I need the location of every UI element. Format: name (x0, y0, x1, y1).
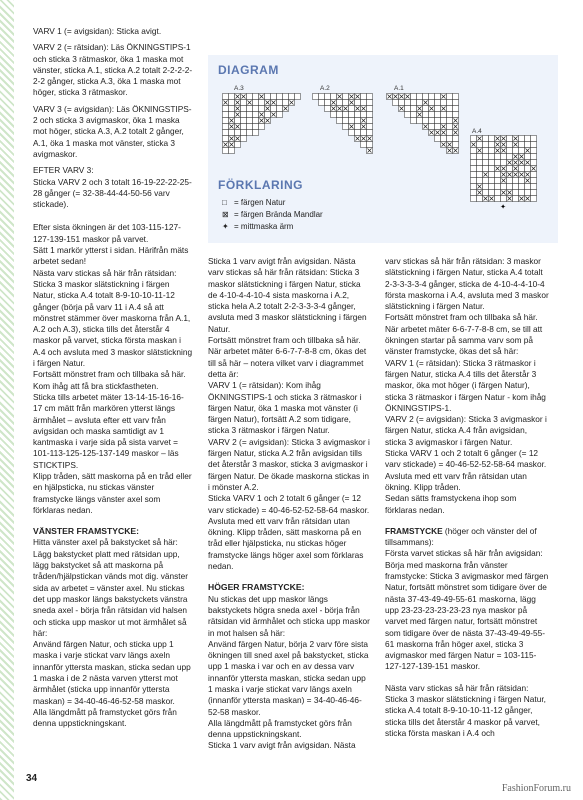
chart-cell (501, 160, 507, 166)
chart-cell (531, 142, 537, 148)
chart-cell (435, 118, 441, 124)
heading-bold: FRAMSTYCKE (385, 525, 443, 536)
chart-cell (423, 106, 429, 112)
paragraph: VARV 2 (= rätsidan): Läs ÖKNINGSTIPS-1 och sticka 3 rätmaskor, öka 1 maska mot vänster, sticka A.1, sticka A.2 totalt 2-2-2-2-2-2 gånger, sticka A.3, öka 1 maska mot höger, sticka 3 rätmaskor. (33, 42, 193, 98)
chart-cell (417, 118, 423, 124)
chart-cell (441, 118, 447, 124)
chart-cell (223, 124, 229, 130)
chart-cell (411, 94, 417, 100)
chart-cell (229, 112, 235, 118)
chart-cell (411, 118, 417, 124)
chart-cell (223, 130, 229, 136)
chart-cell (367, 118, 373, 124)
chart-cell (429, 94, 435, 100)
chart-label-a3: A.3 (234, 85, 244, 92)
chart-cell (525, 136, 531, 142)
page-number: 34 (26, 773, 38, 784)
chart-cell (429, 124, 435, 130)
paragraph: VARV 2 (= avigsidan): Sticka 3 avigmaskor i färgen Natur, sticka A.4 från avigsidan, sticka 3 avigmaskor i färgen Natur. (385, 414, 547, 447)
chart-cell (519, 166, 525, 172)
chart-cell (489, 190, 495, 196)
paragraph: VARV 1 (= rätsidan): Sticka 3 rätmaskor i färgen Natur, sticka A.4 tills det återstår 3 maskor, öka mot höger (i färgen Natur), sticka 3 rätmaskor i färgen Natur - kom ihåg ÖKNINGSTIPS-1. (385, 357, 546, 413)
paragraph: Sticka VARV 1 och 2 totalt 6 gånger (= 12 varv stickade) = 40-46-52-52-58-64 maskor. Avsluta med ett varv från rätsidan utan ökning. Klipp tråden, sätt maskorna på en tråd eller hjälpsticka, nu stickas höger framstycke längs höger axel som förklaras nedan. (208, 493, 370, 572)
chart-cell (367, 142, 373, 148)
paragraph: Nu stickas det upp maskor längs bakstyckets högra sneda axel - börja från rätsidan vid ärmhålet och sticka upp maskor in mot halsen så här: (208, 593, 370, 638)
chart-cell (343, 112, 349, 118)
paragraph: Alla längdmått på framstycket görs från denna uppstickningskant. (208, 717, 352, 740)
chart-cell (229, 94, 235, 100)
chart-cell (507, 154, 513, 160)
chart-a3-grid (222, 93, 304, 157)
chart-cell (343, 118, 349, 124)
chart-cell (259, 100, 265, 106)
paragraph: Nästa varv stickas så här från rätsidan: Sticka 3 maskor slätstickning i färgen Natur, sticka A.4 totalt 8-9-10-10-11-12 gånger, sticka tills det återstår 4 maskor på varvet, sticka första maskan i A.4 och (385, 682, 546, 738)
chart-cell (247, 106, 253, 112)
chart-cell (435, 94, 441, 100)
empty-square-icon: □ (222, 198, 227, 207)
chart-cell (483, 142, 489, 148)
chart-cell (283, 100, 289, 106)
chart-cell (319, 100, 325, 106)
chart-cell (495, 178, 501, 184)
chart-cell (447, 136, 453, 142)
chart-cell (519, 190, 525, 196)
chart-cell (477, 178, 483, 184)
chart-cell (265, 112, 271, 118)
chart-cell (531, 178, 537, 184)
paragraph: Sätt 1 markör ytterst i sidan. Härifrån mäts arbetet sedan! (33, 245, 189, 267)
chart-cell (453, 112, 459, 118)
chart-cell (405, 112, 411, 118)
chart-cell (531, 154, 537, 160)
chart-cell (349, 118, 355, 124)
chart-cell (495, 196, 501, 202)
legend-text: = färgen Natur (234, 198, 286, 207)
paragraph: VARV 1 (= avigsidan): Sticka avigt. (33, 26, 162, 36)
chart-cell (247, 130, 253, 136)
paragraph: Alla längdmått på framstycket görs från denna uppstickningskant. (33, 706, 177, 729)
chart-cell (247, 124, 253, 130)
chart-cell (483, 184, 489, 190)
chart-cell (471, 136, 477, 142)
chart-cell (367, 106, 373, 112)
chart-cell (241, 124, 247, 130)
chart-cell (259, 106, 265, 112)
chart-cell (349, 106, 355, 112)
chart-cell (229, 148, 235, 154)
paragraph: Fortsätt mönstret fram och tillbaka så här. När arbetet mäter 6-6-7-7-8-8 cm, ökas det till så här – notera vilket varv i diagrammet detta är: (208, 335, 367, 379)
chart-cell (447, 112, 453, 118)
paragraph: Fortsätt mönstret fram och tillbaka så här. Kom ihåg att få bra stickfastheten. (33, 369, 186, 391)
chart-cell (453, 142, 459, 148)
chart-cell (483, 154, 489, 160)
chart-cell (393, 100, 399, 106)
chart-cell (235, 130, 241, 136)
chart-cell (471, 154, 477, 160)
chart-cell (507, 166, 513, 172)
chart-cell (223, 118, 229, 124)
chart-cell (271, 106, 277, 112)
chart-cell (423, 112, 429, 118)
chart-cell (489, 160, 495, 166)
chart-cell (343, 124, 349, 130)
chart-cell (313, 94, 319, 100)
chart-cell (477, 154, 483, 160)
chart-cell (489, 142, 495, 148)
chart-cell (223, 106, 229, 112)
chart-cell (429, 112, 435, 118)
chart-cell (361, 112, 367, 118)
chart-cell (519, 142, 525, 148)
paragraph: Sticka 1 varv avigt från avigsidan. Nästa (208, 740, 356, 751)
paragraph: Klipp tråden, sätt maskorna på en tråd eller en hjälpsticka, nu stickas vänster framstycke längs vänster axel som förklaras nedan. (33, 470, 192, 515)
chart-cell (229, 106, 235, 112)
chart-cell (531, 196, 537, 202)
chart-cell (531, 184, 537, 190)
chart-label-a2: A.2 (320, 85, 330, 92)
chart-cell (531, 190, 537, 196)
chart-cell (423, 94, 429, 100)
paragraph: Nästa varv stickas så här från rätsidan: Sticka 3 maskor slätstickning i färgen Natur, sticka A.4 totalt 8-9-10-10-11-12 gånger (börja på varv 11 i A.4 så att mönstret stämmer över maskorna från A.1, A.2 och A.3), sticka tills det återstår 4 maskor på varvet, sticka första maskan i A.4 och avsluta med 3 maskor slätstickning i färgen Natur. (33, 267, 193, 369)
chart-cell (337, 112, 343, 118)
chart-cell (453, 136, 459, 142)
chart-cell (367, 124, 373, 130)
chart-cell (343, 100, 349, 106)
chart-cell (441, 112, 447, 118)
chart-cell (343, 94, 349, 100)
chart-cell (247, 94, 253, 100)
chart-cell (507, 142, 513, 148)
chart-cell (331, 112, 337, 118)
chart-cell (477, 166, 483, 172)
chart-cell (447, 118, 453, 124)
diagram-title: DIAGRAM (218, 63, 279, 77)
chart-cell (489, 172, 495, 178)
chart-cell (453, 106, 459, 112)
chart-cell (489, 184, 495, 190)
chart-cell (447, 124, 453, 130)
chart-cell (477, 196, 483, 202)
legend-text: = mittmaska ärm (234, 222, 294, 231)
chart-cell (525, 166, 531, 172)
chart-cell (405, 100, 411, 106)
chart-a1-grid (386, 93, 464, 157)
star-icon: ✦ (500, 204, 506, 211)
chart-cell (489, 178, 495, 184)
chart-cell (361, 130, 367, 136)
chart-cell (519, 148, 525, 154)
chart-cell (361, 100, 367, 106)
paragraph: Fortsätt mönstret fram och tillbaka så här. När arbetet mäter 6-6-7-7-8-8 cm, se till att ökningen startar på samma varv som på vänster framstycke, ökas det så här: (385, 312, 543, 357)
chart-cell (531, 136, 537, 142)
chart-cell (507, 136, 513, 142)
chart-cell (525, 142, 531, 148)
paragraph: Hitta vänster axel på bakstycket så här: Lägg bakstycket platt med rätsidan upp, lägg bakstycket så att maskorna på tråden/hjälpstickan vänds mot dig. vänster sida av arbetet = vänster axel. Nu stickas det upp maskor längs bakstyckets vänstra sneda axel - börja från rätsidan vid halsen och sticka upp maskor ut mot ärmhålet så här: (33, 537, 188, 638)
paragraph: Sticka VARV 1 och 2 totalt 6 gånger (= 12 varv stickade) = 40-46-52-52-58-64 maskor. Avsluta med ett varv från rätsidan utan ökning. Klipp tråden. (385, 448, 547, 492)
watermark: FashionForum.ru (501, 783, 571, 794)
chart-cell (411, 112, 417, 118)
chart-cell (453, 94, 459, 100)
chart-cell (435, 136, 441, 142)
chart-cell (223, 94, 229, 100)
chart-cell (229, 130, 235, 136)
legend-item (222, 210, 323, 219)
chart-cell (531, 160, 537, 166)
chart-cell (349, 112, 355, 118)
chart-cell (447, 94, 453, 100)
chart-cell (253, 100, 259, 106)
chart-cell (337, 118, 343, 124)
chart-cell (253, 130, 259, 136)
chart-cell (423, 118, 429, 124)
chart-cell (277, 106, 283, 112)
paragraph: Första varvet stickas så här från avigsidan: Börja med maskorna från vänster framstycke: Sticka 3 avigmaskor med färgen Natur, fortsätt mönstret som tidigare över de nästa 37-43-49-49-55-61 maskorna, lägg upp 23-23-23-23-23-23 nya maskor på varvet med färgen natur, fortsätt mönstret som tidigare över de nästa 37-43-49-49-55-61 maskorna från höger axel, sticka 3 avigmaskor med färgen Natur = 103-115-127-127-139-151 maskor. (385, 548, 549, 672)
text-column-1 (33, 26, 193, 735)
chart-cell (471, 166, 477, 172)
chart-cell (435, 106, 441, 112)
decorative-margin-strip (0, 0, 14, 800)
chart-cell (253, 124, 259, 130)
chart-cell (525, 184, 531, 190)
diagram-panel (208, 55, 558, 243)
chart-cell (495, 172, 501, 178)
chart-cell (355, 124, 361, 130)
chart-cell (513, 184, 519, 190)
chart-cell (471, 172, 477, 178)
chart-cell (235, 142, 241, 148)
chart-label-a1: A.1 (394, 85, 404, 92)
chart-cell (405, 106, 411, 112)
chart-cell (471, 190, 477, 196)
legend-text: = färgen Brända Mandlar (234, 210, 323, 219)
chart-cell (355, 130, 361, 136)
chart-cell (471, 148, 477, 154)
chart-cell (477, 160, 483, 166)
chart-cell (241, 100, 247, 106)
chart-cell (223, 136, 229, 142)
paragraph: Sticka VARV 2 och 3 totalt 16-19-22-22-25-28 gånger (= 32-38-44-44-50-56 varv stickade). (33, 176, 192, 210)
chart-cell (513, 178, 519, 184)
chart-cell (495, 160, 501, 166)
legend-item (222, 198, 285, 207)
text-column-3 (385, 256, 549, 744)
chart-cell (289, 94, 295, 100)
chart-cell (489, 166, 495, 172)
chart-cell (519, 184, 525, 190)
chart-cell (471, 178, 477, 184)
paragraph: EFTER VARV 3: (33, 165, 94, 176)
paragraph: Använd färgen Natur, börja 2 varv före sista ökningen till sned axel på bakstycket, sticka upp 1 maska i var och en av dessa varv innanför yttersta maskan, sticka sedan upp 1 maska i varje stickat varv längs axeln (innanför yttersta maskan) = 34-40-46-46-52-58 maskor. (208, 638, 369, 717)
chart-cell (483, 136, 489, 142)
chart-label-a4: A.4 (472, 128, 482, 135)
chart-cell (337, 100, 343, 106)
chart-cell (519, 178, 525, 184)
crossed-square-icon: ⊠ (222, 210, 229, 219)
chart-cell (471, 184, 477, 190)
chart-cell (319, 94, 325, 100)
chart-cell (495, 154, 501, 160)
chart-cell (349, 130, 355, 136)
chart-cell (501, 196, 507, 202)
section-heading: VÄNSTER FRAMSTYCKE: (33, 526, 139, 537)
chart-cell (483, 148, 489, 154)
chart-cell (399, 100, 405, 106)
chart-cell (295, 94, 301, 100)
text-column-2 (208, 256, 372, 757)
chart-cell (531, 148, 537, 154)
chart-cell (417, 100, 423, 106)
chart-cell (441, 136, 447, 142)
chart-cell (477, 142, 483, 148)
chart-cell (277, 112, 283, 118)
chart-cell (355, 118, 361, 124)
chart-cell (277, 100, 283, 106)
paragraph: VARV 1 (= rätsidan): Kom ihåg ÖKNINGSTIPS-1 och sticka 3 rätmaskor i färgen Natur, öka 1 maska mot vänster (i färgen Natur), fortsätt A.2 som tidigare, sticka 3 rätmaskor i färgen Natur. (208, 380, 362, 436)
chart-cell (253, 118, 259, 124)
chart-cell (241, 112, 247, 118)
chart-cell (367, 130, 373, 136)
chart-cell (525, 190, 531, 196)
chart-cell (411, 106, 417, 112)
chart-cell (447, 106, 453, 112)
chart-cell (495, 190, 501, 196)
chart-cell (367, 100, 373, 106)
chart-cell (513, 196, 519, 202)
chart-cell (241, 106, 247, 112)
chart-cell (331, 94, 337, 100)
chart-cell (247, 118, 253, 124)
legend-title: FÖRKLARING (218, 178, 303, 192)
chart-cell (435, 100, 441, 106)
chart-cell (495, 184, 501, 190)
chart-cell (361, 94, 367, 100)
chart-cell (483, 178, 489, 184)
chart-cell (235, 118, 241, 124)
chart-cell (253, 106, 259, 112)
paragraph: VARV 3 (= avigsidan): Läs ÖKNINGSTIPS-2 och sticka 3 avigmaskor, öka 1 maska mot höger, sticka A.3, A.2 totalt 2 gånger, A.1, öka 1 maska mot vänster, sticka 3 avigmaskor. (33, 103, 192, 159)
paragraph: Sticka 1 varv avigt från avigsidan. Nästa varv stickas så här från rätsidan: Sticka 3 maskor slätstickning i färgen Natur, sticka de 4-10-4-4-10-4 sista maskorna i A.2, sticka hela A.2 totalt 2-2-3-3-3-4 gånger, avsluta med 3 maskor slätstickning i färgen Natur. (208, 256, 367, 334)
chart-cell (325, 94, 331, 100)
chart-cell (355, 100, 361, 106)
chart-cell (411, 100, 417, 106)
chart-cell (361, 142, 367, 148)
chart-cell (241, 136, 247, 142)
paragraph: Efter sista ökningen är det 103-115-127-127-139-151 maskor på varvet. (33, 222, 181, 244)
chart-cell (241, 130, 247, 136)
chart-cell (507, 184, 513, 190)
paragraph: Använd färgen Natur, och sticka upp 1 maska i varje stickat varv längs axeln innanför yttersta maskan, sticka sedan upp 1 maska i de 2 nästa varven ytterst mot ärmhålet (sticka upp innanför yttersta maskan) = 34-40-46-46-52-58 maskor. (33, 639, 191, 706)
chart-cell (513, 190, 519, 196)
chart-cell (489, 136, 495, 142)
paragraph: varv stickas så här från rätsidan: 3 maskor slätstickning i färgen Natur, sticka A.4 totalt 2-3-3-3-3-4 gånger, sticka de 4-10-4-4-10-4 första maskorna i A.4, avsluta med 3 maskor slätstickning i färgen Natur. (385, 256, 549, 312)
chart-cell (253, 112, 259, 118)
paragraph: VARV 2 (= avigsidan): Sticka 3 avigmaskor i färgen Natur, sticka A.2 från avigsidan tills det återstår 3 maskor, sticka 3 avigmaskor i färgen Natur. De ökade maskorna stickas in i mönster A.2. (208, 436, 370, 492)
chart-cell (513, 148, 519, 154)
chart-a2-grid (312, 93, 380, 157)
chart-cell (531, 172, 537, 178)
chart-cell (417, 94, 423, 100)
chart-cell (489, 154, 495, 160)
chart-cell (471, 196, 477, 202)
chart-cell (223, 112, 229, 118)
chart-cell (223, 148, 229, 154)
chart-cell (325, 106, 331, 112)
chart-cell (435, 112, 441, 118)
chart-cell (519, 136, 525, 142)
chart-a4-grid (470, 135, 540, 211)
chart-cell (241, 118, 247, 124)
heading-rest: (höger och vänster del of tillsammans): (385, 525, 537, 548)
chart-cell (489, 148, 495, 154)
chart-cell (283, 94, 289, 100)
section-heading: HÖGER FRAMSTYCKE: (208, 582, 305, 593)
chart-cell (447, 130, 453, 136)
chart-cell (483, 190, 489, 196)
chart-cell (367, 112, 373, 118)
paragraph: Sedan sätts framstyckena ihop som förklaras nedan. (385, 493, 517, 515)
chart-cell (483, 166, 489, 172)
legend-item (222, 222, 293, 231)
chart-cell (507, 178, 513, 184)
chart-cell (525, 154, 531, 160)
chart-cell (483, 160, 489, 166)
chart-cell (325, 100, 331, 106)
chart-cell (367, 94, 373, 100)
chart-cell (447, 100, 453, 106)
star-icon: ✦ (222, 222, 229, 231)
chart-cell (453, 100, 459, 106)
chart-cell (477, 172, 483, 178)
section-heading (385, 526, 549, 549)
chart-cell (247, 112, 253, 118)
chart-cell (507, 148, 513, 154)
chart-cell (355, 112, 361, 118)
chart-cell (471, 160, 477, 166)
chart-cell (229, 100, 235, 106)
paragraph: Sticka tills arbetet mäter 13-14-15-16-16-17 cm mätt från markören ytterst längs ärmhålet – avsluta efter ett varv från avigsidan och maska samtidigt av 1 kantmaska i varje sida på sista varvet = 101-113-125-125-137-149 maskor – läs STICKTIPS. (33, 391, 184, 470)
chart-cell (253, 94, 259, 100)
chart-cell (501, 154, 507, 160)
chart-cell (271, 94, 277, 100)
chart-cell (441, 100, 447, 106)
chart-cell (429, 118, 435, 124)
chart-cell (501, 184, 507, 190)
chart-cell (259, 124, 265, 130)
chart-cell (435, 124, 441, 130)
chart-cell (429, 100, 435, 106)
chart-cell (277, 94, 283, 100)
chart-cell (265, 94, 271, 100)
